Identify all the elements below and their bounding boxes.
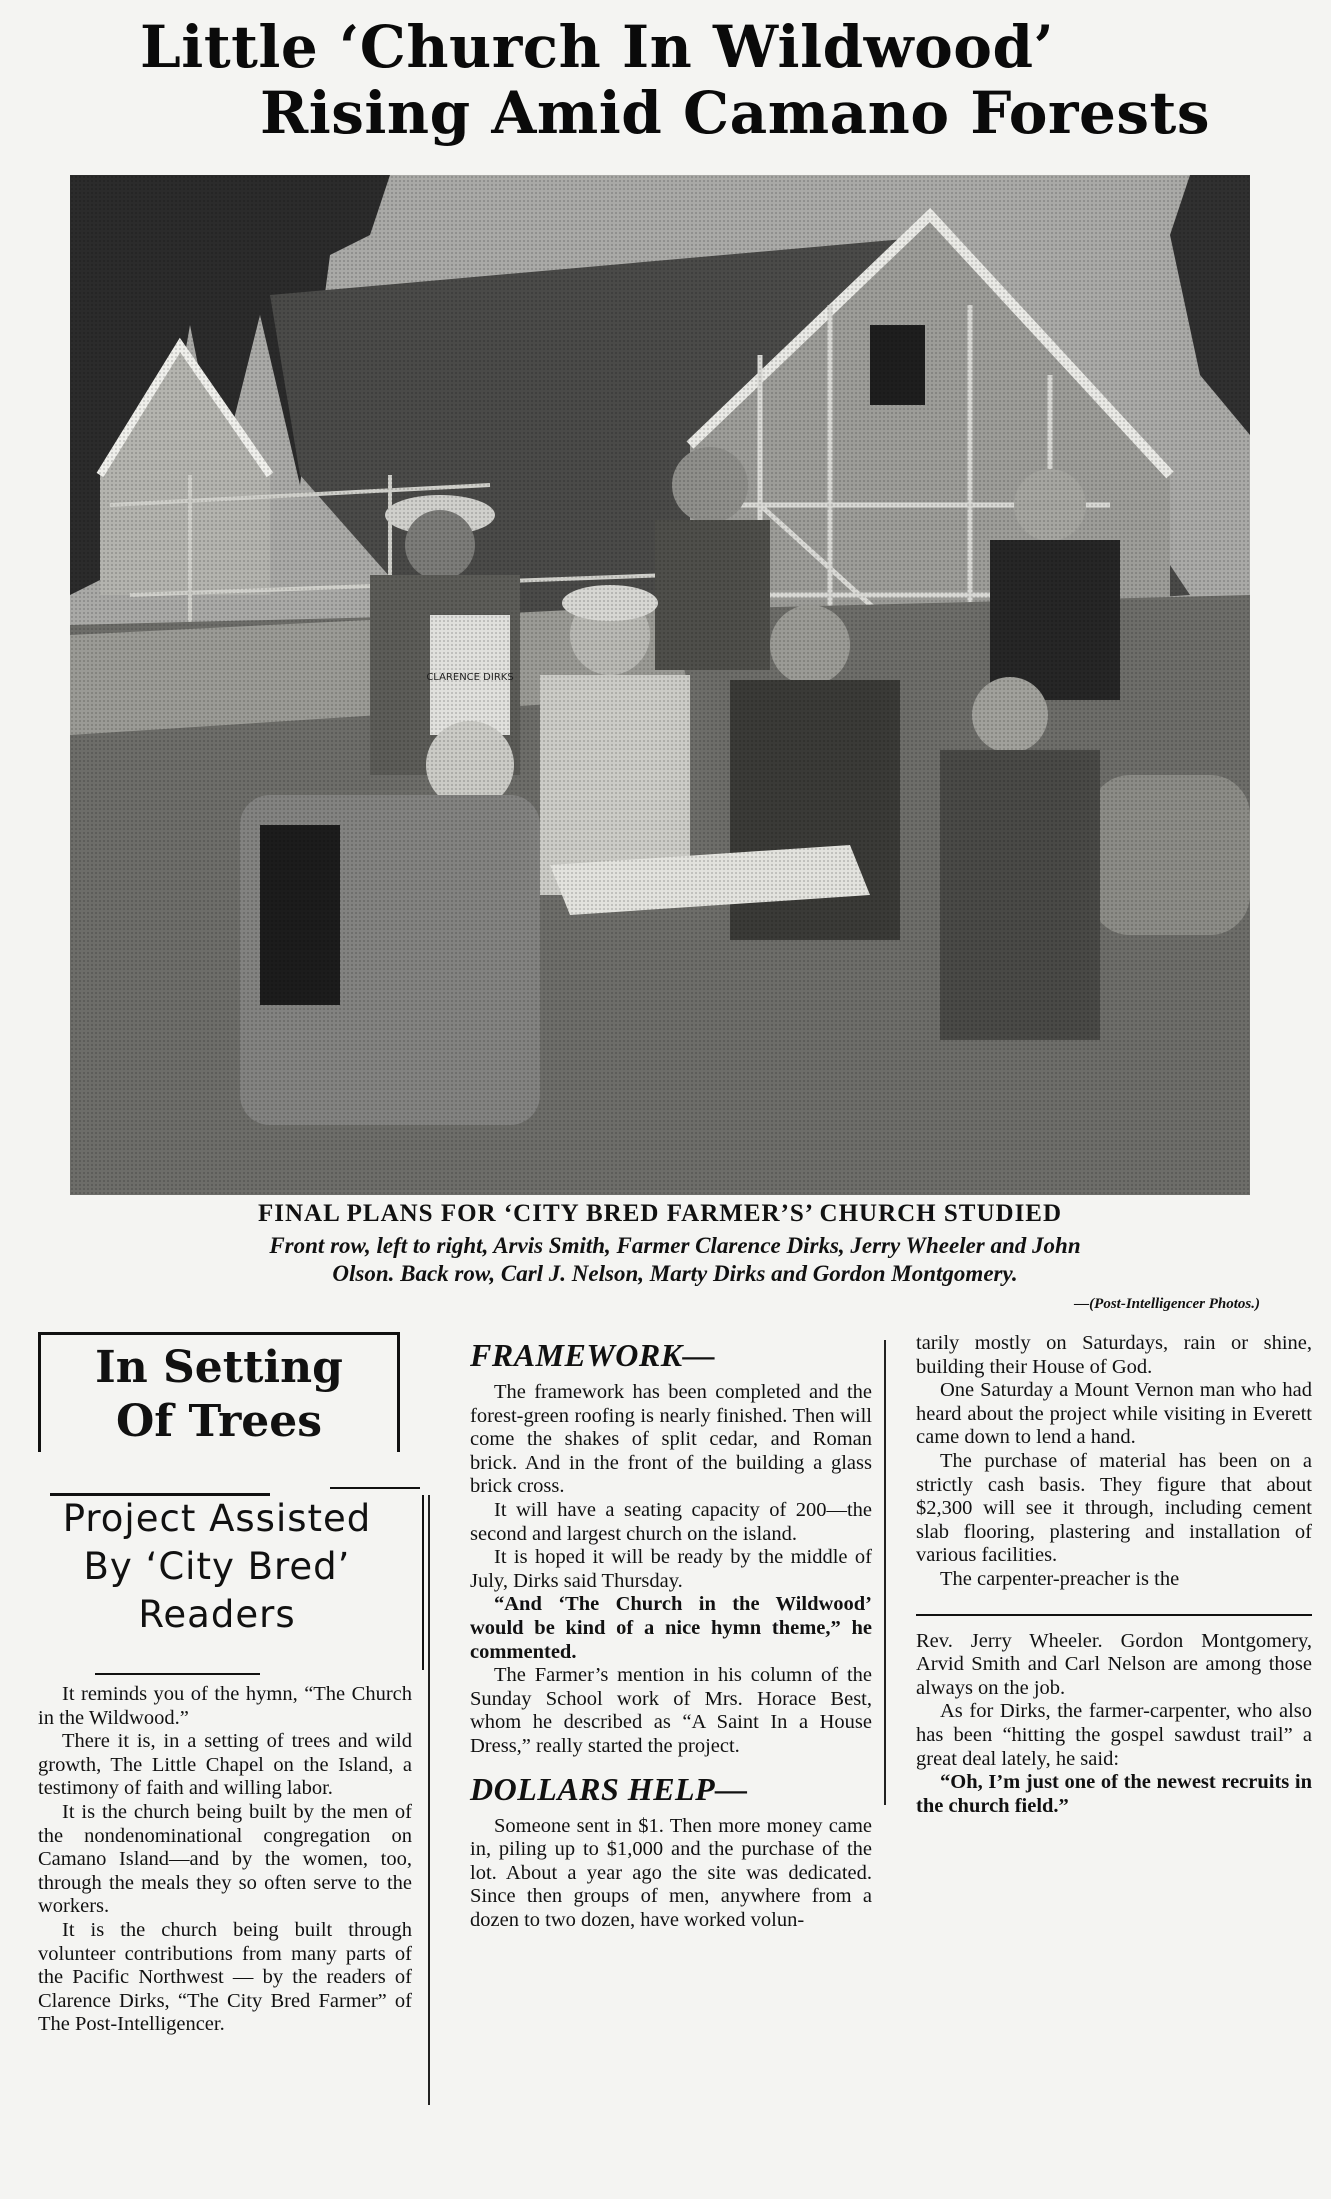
col2-quote: “And ‘The Church in the Wildwood’ would be kind of a nice hymn theme,” he commented.	[470, 1593, 872, 1663]
caption-body	[100, 1232, 1250, 1288]
col1-paragraph-3: It is the church being built by the men of the nondenominational congregation on Camano Island—and by the women, too, through the meals they so often serve to the workers.	[38, 1800, 412, 1918]
article-column-1	[38, 1683, 412, 2037]
column-rule-1	[428, 1495, 430, 2105]
col1-paragraph-4: It is the church being built through volunteer contributions from many parts of the Pacific Northwest — by the readers of Clarence Dirks, “The City Bred Farmer” of The Post-Intelligencer.	[38, 1918, 412, 2036]
col3-paragraph-4: The carpenter-preacher is the	[940, 1567, 1180, 1590]
caption-line-1: Front row, left to right, Arvis Smith, Farmer Clarence Dirks, Jerry Wheeler and John	[269, 1233, 1081, 1258]
deck-line-1: Project Assisted	[62, 1497, 372, 1540]
article-column-2	[470, 1335, 872, 1932]
col3-paragraph-2: One Saturday a Mount Vernon man who had heard about the project while visiting in Everett came down to lend a hand.	[916, 1379, 1312, 1449]
col3-quote: “Oh, I’m just one of the newest recruits in the church field.”	[916, 1771, 1312, 1817]
column-rule-2	[884, 1340, 886, 1805]
headline-line-1: Little ‘Church In Wildwood’	[140, 13, 1055, 81]
deck-line-2: By ‘City Bred’	[83, 1545, 351, 1588]
subhead-framework: FRAMEWORK—	[470, 1337, 716, 1373]
sidebar-box-line-1: In Setting	[95, 1342, 343, 1393]
col2-paragraph-1: The framework has been completed and the forest-green roofing is nearly finished. Then will come the shakes of split cedar, and Roman brick. And in the front of the building a glass brick cross.	[470, 1381, 872, 1498]
col2-paragraph-6: Someone sent in $1. Then more money came in, piling up to $1,000 and the purchase of the lot. About a year ago the site was dedicated. Since then groups of men, anywhere from a dozen to two dozen, have worked volun-	[470, 1814, 872, 1931]
sidebar-box-line-2: Of Trees	[115, 1396, 323, 1447]
col3-paragraph-3: The purchase of material has been on a strictly cash basis. They figure that about $2,300 will see it through, including cement slab flooring, plastering and installation of various facilities.	[916, 1449, 1312, 1567]
divider-rule-short	[330, 1487, 420, 1489]
col1-paragraph-2: There it is, in a setting of trees and wild growth, The Little Chapel on the Island, a testimony of faith and willing labor.	[38, 1730, 412, 1800]
col2-paragraph-5: The Farmer’s mention in his column of the Sunday School work of Mrs. Horace Best, whom he described as “A Saint In a House Dress,” really started the project.	[470, 1664, 872, 1757]
news-photo	[70, 175, 1250, 1195]
photo-credit: —(Post-Intelligencer Photos.)	[1074, 1296, 1260, 1312]
deck-line-3: Readers	[138, 1593, 296, 1636]
deck-rule	[95, 1673, 260, 1675]
headline	[90, 14, 1290, 146]
jump-rule	[916, 1614, 1312, 1616]
col2-paragraph-2: It will have a seating capacity of 200—the second and largest church on the island.	[470, 1498, 872, 1545]
caption-heading: FINAL PLANS FOR ‘CITY BRED FARMER’S’ CHURCH STUDIED	[257, 1200, 1063, 1227]
col1-paragraph-1: It reminds you of the hymn, “The Church in the Wildwood.”	[38, 1683, 412, 1729]
col3-paragraph-1: tarily mostly on Saturdays, rain or shine, building their House of God.	[916, 1332, 1312, 1378]
article-column-3	[916, 1332, 1312, 1818]
headline-line-2: Rising Amid Camano Forests	[260, 79, 1210, 147]
col3-paragraph-5: Rev. Jerry Wheeler. Gordon Montgomery, Arvid Smith and Carl Nelson are among those always on the job.	[916, 1629, 1312, 1699]
col3-paragraph-6: As for Dirks, the farmer-carpenter, who also has been “hitting the gospel sawdust trail” a great deal lately, he said:	[916, 1700, 1312, 1770]
subhead-dollars-help: DOLLARS HELP—	[470, 1770, 748, 1807]
sidebar-box	[38, 1332, 400, 1452]
deck-headline	[12, 1495, 424, 1670]
caption-line-2: Olson. Back row, Carl J. Nelson, Marty Dirks and Gordon Montgomery.	[332, 1261, 1018, 1286]
photo-illustration	[70, 175, 1250, 1195]
col2-paragraph-3: It is hoped it will be ready by the middle of July, Dirks said Thursday.	[470, 1546, 872, 1592]
